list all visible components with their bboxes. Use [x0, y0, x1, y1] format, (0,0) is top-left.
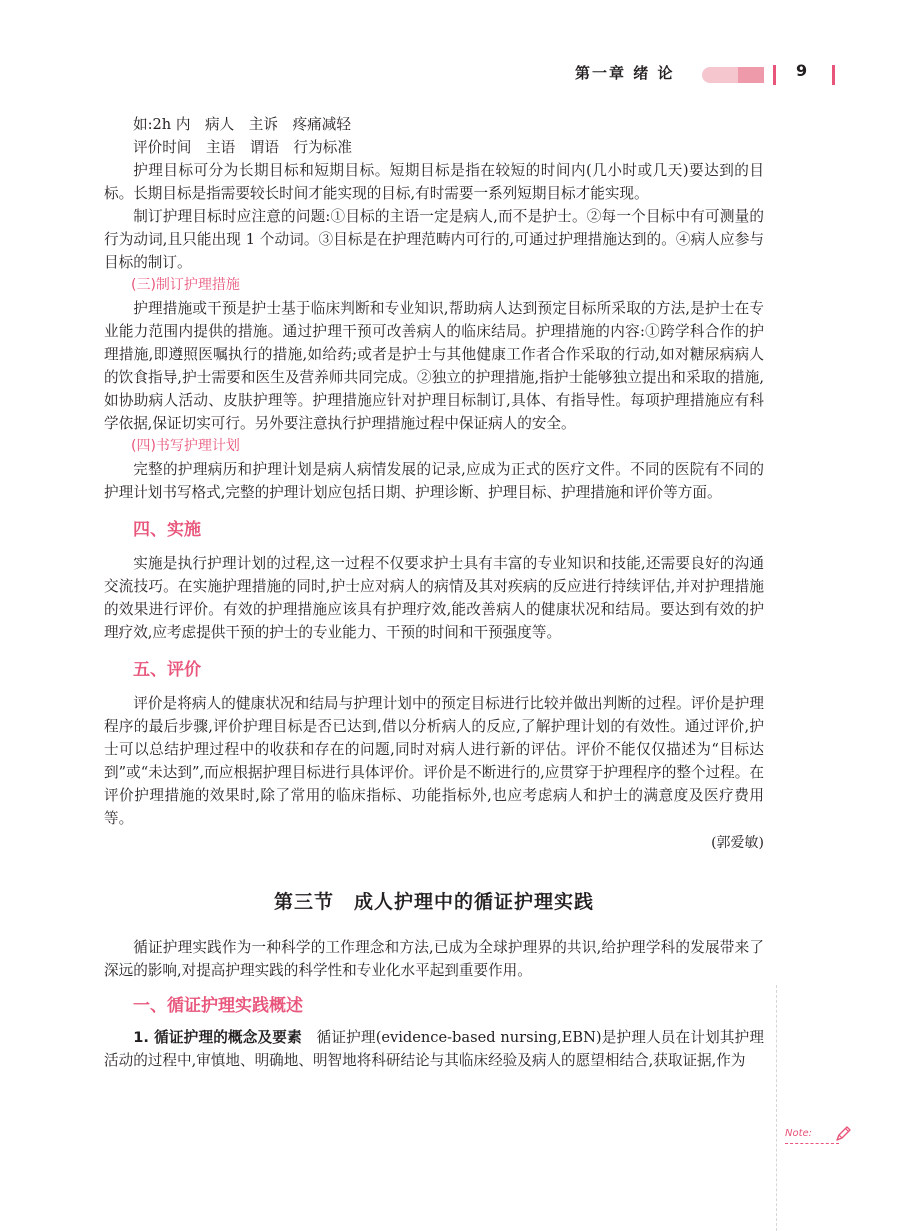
header-separator-right	[832, 65, 835, 85]
note-underline	[785, 1143, 839, 1144]
paragraph: 完整的护理病历和护理计划是病人病情发展的记录,应成为正式的医疗文件。不同的医院有不同的护理计划书写格式,完整的护理计划应包括日期、护理诊断、护理目标、护理措施和评价等方面。	[104, 461, 764, 501]
subheading: (四)书写护理计划	[131, 438, 240, 454]
header-separator	[773, 65, 776, 85]
header-decor-bar-dark	[738, 67, 764, 83]
paragraph: 护理措施或干预是护士基于临床判断和专业知识,帮助病人达到预定目标所采取的方法,是护士在专业能力范围内提供的措施。通过护理干预可改善病人的临床结局。护理措施的内容:①跨学科合作的护理措施,即遵照医嘱执行的措施,如给药;或者是护士与其他健康工作者合作采取的行动,如对糖尿病病人的饮食指导,护士需要和医生及营养师共同完成。②独立的护理措施,指护士能够独立提出和采取的措施,如协助病人活动、皮肤护理等。护理措施应针对护理目标制订,具体、有指导性。每项护理措施应有科学依据,保证切实可行。另外要注意执行护理措施过程中保证病人的安全。	[104, 300, 764, 432]
heading-implementation: 四、实施	[133, 520, 201, 540]
paragraph-text: 循证护理(evidence-based nursing,EBN)是护理人员在计划其护理活动的过程中,审慎地、明确地、明智地将科研结论与其临床经验及病人的愿望相结合,获取证据,作为	[104, 1029, 764, 1069]
note-label: Note:	[785, 1128, 813, 1139]
paragraph: 评价是将病人的健康状况和结局与护理计划中的预定目标进行比较并做出判断的过程。评价是护理程序的最后步骤,评价护理目标是否已达到,借以分析病人的反应,了解护理计划的有效性。通过评价,护士可以总结护理过程中的收获和存在的问题,同时对病人进行新的评估。评价不能仅仅描述为“目标达到”或“未达到”,而应根据护理目标进行具体评价。评价是不断进行的,应贯穿于护理程序的整个过程。在评价护理措施的效果时,除了常用的临床指标、功能指标外,也应考虑病人和护士的满意度及医疗费用等。	[104, 695, 764, 827]
pencil-icon	[833, 1124, 853, 1144]
heading-ebn-overview: 一、循证护理实践概述	[133, 996, 303, 1016]
paragraph	[104, 1026, 764, 1072]
example-line: 如:2h 内 病人 主诉 疼痛减轻	[133, 116, 351, 133]
paragraph: 实施是执行护理计划的过程,这一过程不仅要求护士具有丰富的专业知识和技能,还需要良好的沟通交流技巧。在实施护理措施的同时,护士应对病人的病情及其对疾病的反应进行持续评估,并对护理措施的效果进行评价。有效的护理措施应该具有护理疗效,能改善病人的健康状况和结局。要达到有效的护理疗效,应考虑提供干预的护士的专业能力、干预的时间和干预强度等。	[104, 555, 764, 641]
paragraph-lead: 1. 循证护理的概念及要素	[133, 1029, 302, 1046]
heading-evaluation: 五、评价	[133, 660, 201, 680]
margin-divider	[776, 985, 777, 1231]
paragraph: 制订护理目标时应注意的问题:①目标的主语一定是病人,而不是护士。②每一个目标中有可测量的行为动词,且只能出现 1 个动词。③目标是在护理范畴内可行的,可通过护理措施达到的。④病人应参与目标的制订。	[104, 208, 764, 271]
page-content	[104, 113, 764, 1072]
subheading: (三)制订护理措施	[131, 277, 240, 293]
paragraph: 护理目标可分为长期目标和短期目标。短期目标是指在较短的时间内(几小时或几天)要达到的目标。长期目标是指需要较长时间才能实现的目标,有时需要一系列短期目标才能实现。	[104, 162, 764, 202]
example-line: 评价时间 主语 谓语 行为标准	[133, 139, 352, 156]
section-title: 第三节 成人护理中的循证护理实践	[273, 891, 594, 913]
author-attribution: (郭爱敏)	[711, 835, 764, 851]
paragraph: 循证护理实践作为一种科学的工作理念和方法,已成为全球护理界的共识,给护理学科的发展带来了深远的影响,对提高护理实践的科学性和专业化水平起到重要作用。	[104, 939, 764, 979]
header-decor-bar-light	[702, 67, 738, 83]
page-header	[0, 58, 900, 88]
chapter-title: 第一章 绪 论	[575, 64, 675, 82]
page-number: 9	[796, 61, 808, 80]
note-area	[785, 1124, 855, 1148]
